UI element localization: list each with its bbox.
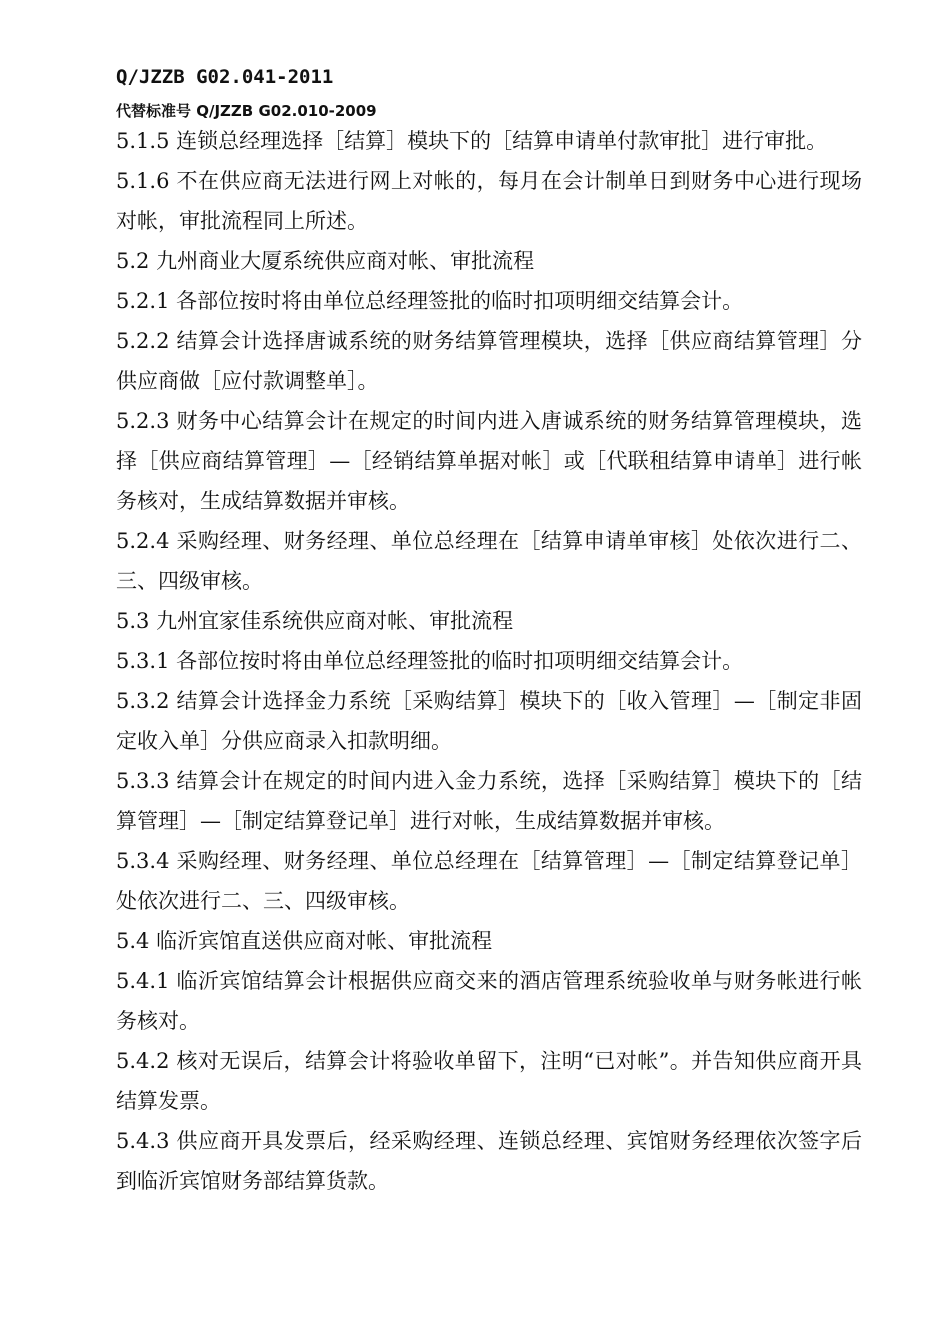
replaced-standard-number: 代替标准号 Q/JZZB G02.010-2009 — [116, 102, 377, 120]
section-5-4-heading: 5.4 临沂宾馆直送供应商对帐、审批流程 — [116, 929, 493, 953]
clause-5-2-2: 5.2.2 结算会计选择唐诚系统的财务结算管理模块，选择［供应商结算管理］分供应商做［应付款调整单］。 — [116, 329, 862, 393]
clause-5-2-4: 5.2.4 采购经理、财务经理、单位总经理在［结算申请单审核］处依次进行二、三、四级审核。 — [116, 529, 862, 593]
clause-5-2-3: 5.2.3 财务中心结算会计在规定的时间内进入唐诚系统的财务结算管理模块，选择［供应商结算管理］—［经销结算单据对帐］或［代联租结算申请单］进行帐务核对，生成结算数据并审核。 — [116, 409, 862, 513]
section-5-2-heading: 5.2 九州商业大厦系统供应商对帐、审批流程 — [116, 249, 535, 273]
clause-5-1-5: 5.1.5 连锁总经理选择［结算］模块下的［结算申请单付款审批］进行审批。 — [116, 129, 828, 153]
clause-5-3-2: 5.3.2 结算会计选择金力系统［采购结算］模块下的［收入管理］—［制定非固定收入单］分供应商录入扣款明细。 — [116, 689, 862, 753]
clause-5-1-6: 5.1.6 不在供应商无法进行网上对帐的，每月在会计制单日到财务中心进行现场对帐，审批流程同上所述。 — [116, 169, 862, 233]
clause-5-3-4: 5.3.4 采购经理、财务经理、单位总经理在［结算管理］—［制定结算登记单］处依次进行二、三、四级审核。 — [116, 849, 862, 913]
clause-5-2-1: 5.2.1 各部位按时将由单位总经理签批的临时扣项明细交结算会计。 — [116, 289, 744, 313]
document-body — [116, 121, 862, 1201]
document-code: Q/JZZB G02.041-2011 — [116, 66, 334, 88]
clause-5-4-1: 5.4.1 临沂宾馆结算会计根据供应商交来的酒店管理系统验收单与财务帐进行帐务核对。 — [116, 969, 862, 1033]
clause-5-4-2: 5.4.2 核对无误后，结算会计将验收单留下，注明“已对帐”。并告知供应商开具结算发票。 — [116, 1049, 862, 1113]
section-5-3-heading: 5.3 九州宜家佳系统供应商对帐、审批流程 — [116, 609, 514, 633]
clause-5-4-3: 5.4.3 供应商开具发票后，经采购经理、连锁总经理、宾馆财务经理依次签字后到临沂宾馆财务部结算货款。 — [116, 1129, 862, 1193]
clause-5-3-1: 5.3.1 各部位按时将由单位总经理签批的临时扣项明细交结算会计。 — [116, 649, 744, 673]
clause-5-3-3: 5.3.3 结算会计在规定的时间内进入金力系统，选择［采购结算］模块下的［结算管理］—［制定结算登记单］进行对帐，生成结算数据并审核。 — [116, 769, 862, 833]
